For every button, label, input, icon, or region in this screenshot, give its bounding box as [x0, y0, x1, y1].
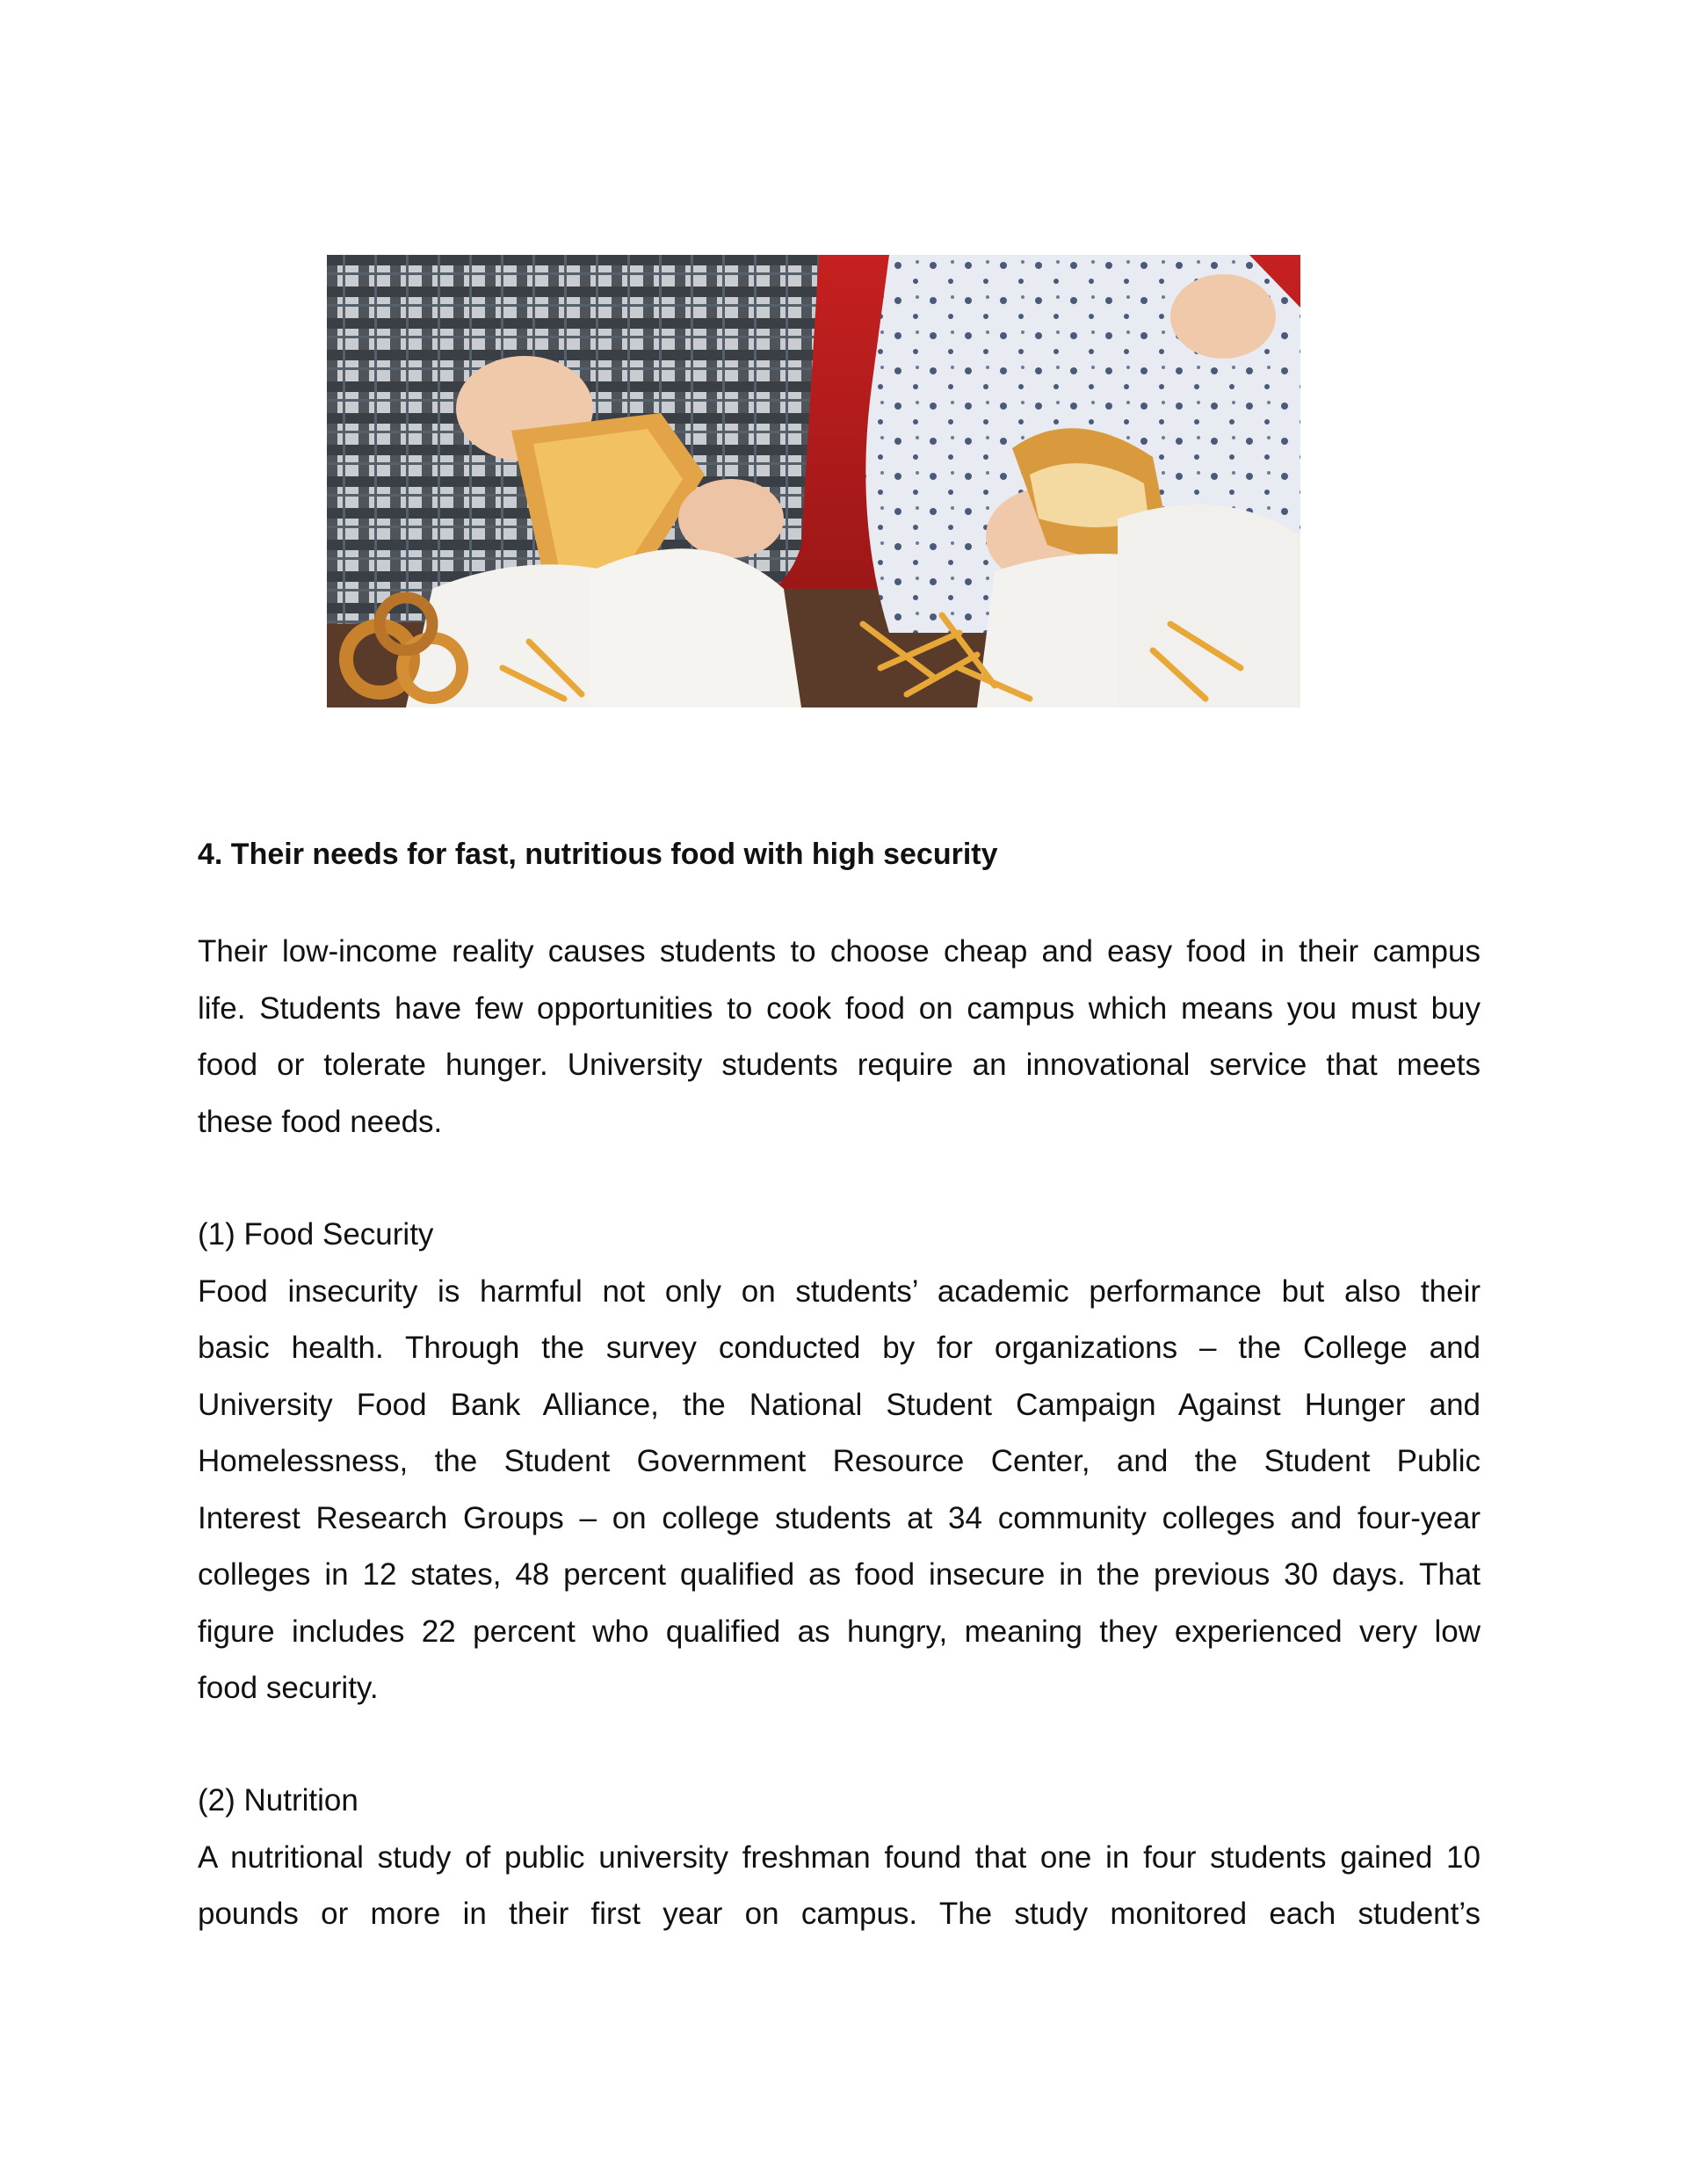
intro-line: food or tolerate hunger. University students require an innovational service that meets: [198, 1048, 1481, 1082]
intro-line: life. Students have few opportunities to cook food on campus which means you must buy: [198, 990, 1481, 1026]
nutrition-paragraph: [198, 1830, 1481, 1943]
food-security-line: figure includes 22 percent who qualified as hungry, meaning they experienced very low: [198, 1614, 1481, 1649]
intro-line: Their low-income reality causes students to choose cheap and easy food in their campus: [198, 934, 1481, 969]
food-security-title: (1) Food Security: [198, 1217, 434, 1252]
nutrition-line: pounds or more in their first year on campus. The study monitored each student’s: [198, 1897, 1481, 1931]
food-security-line: University Food Bank Alliance, the National Student Campaign Against Hunger and: [198, 1387, 1481, 1422]
nutrition-title: (2) Nutrition: [198, 1783, 358, 1818]
fast-food-photo-illustration: [327, 255, 1300, 707]
nutrition-section: [198, 1773, 1481, 1943]
food-security-line: Food insecurity is harmful not only on students’ academic performance but also their: [198, 1273, 1481, 1309]
food-security-line: food security.: [198, 1671, 379, 1705]
food-security-line: Homelessness, the Student Government Resource Center, and the Student Public: [198, 1444, 1481, 1478]
food-security-section: [198, 1207, 1481, 1717]
fast-food-photo: [327, 255, 1300, 707]
intro-paragraph: [198, 924, 1481, 1150]
food-security-paragraph: [198, 1264, 1481, 1717]
food-security-line: Interest Research Groups – on college students at 34 community colleges and four-year: [198, 1500, 1481, 1535]
food-security-line: basic health. Through the survey conducted by for organizations – the College and: [198, 1331, 1481, 1365]
food-security-line: colleges in 12 states, 48 percent qualified as food insecure in the previous 30 days. That: [198, 1557, 1481, 1592]
nutrition-line: A nutritional study of public university freshman found that one in four students gained 10: [198, 1839, 1481, 1875]
section-heading: 4. Their needs for fast, nutritious food with high security: [198, 838, 998, 871]
intro-line: these food needs.: [198, 1104, 443, 1139]
